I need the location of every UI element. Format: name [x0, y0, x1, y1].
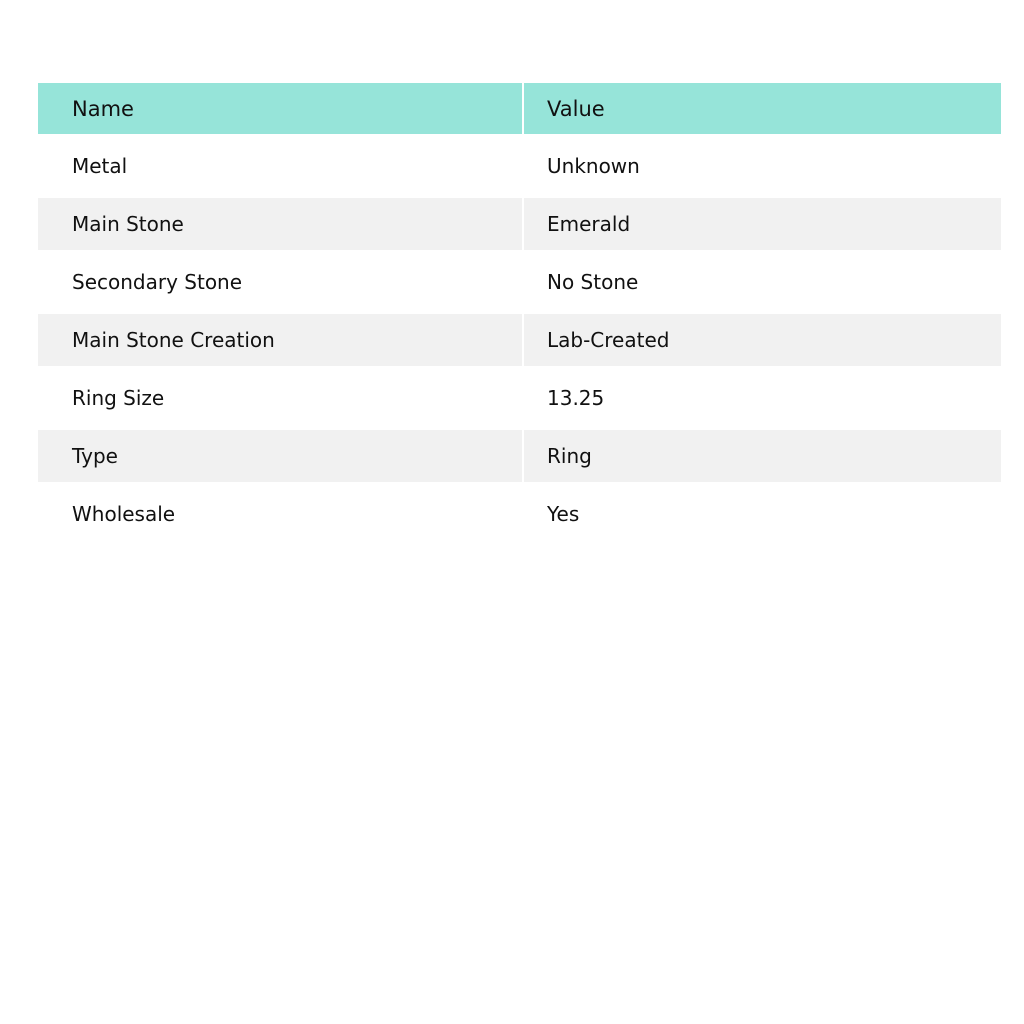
- table-row: [38, 134, 1001, 198]
- row-value-cell: No Stone: [523, 250, 1001, 314]
- row-value-cell: Ring: [523, 430, 1001, 482]
- table-header: [38, 83, 1001, 134]
- row-name-cell: Type: [38, 430, 523, 482]
- table-row: [38, 314, 1001, 366]
- row-name-cell: Main Stone Creation: [38, 314, 523, 366]
- row-name-cell: Secondary Stone: [38, 250, 523, 314]
- row-name-cell: Metal: [38, 134, 523, 198]
- row-value-cell: Yes: [523, 482, 1001, 546]
- product-spec-table: [38, 83, 1001, 546]
- table-row: [38, 366, 1001, 430]
- row-name-cell: Ring Size: [38, 366, 523, 430]
- row-value-cell: Lab-Created: [523, 314, 1001, 366]
- header-row: [38, 83, 1001, 134]
- row-value-cell: 13.25: [523, 366, 1001, 430]
- column-header-name: Name: [38, 83, 523, 134]
- column-header-value: Value: [523, 83, 1001, 134]
- table-row: [38, 430, 1001, 482]
- table-row: [38, 482, 1001, 546]
- table-row: [38, 250, 1001, 314]
- table-body: [38, 134, 1001, 546]
- row-value-cell: Emerald: [523, 198, 1001, 250]
- row-name-cell: Main Stone: [38, 198, 523, 250]
- row-value-cell: Unknown: [523, 134, 1001, 198]
- table-row: [38, 198, 1001, 250]
- row-name-cell: Wholesale: [38, 482, 523, 546]
